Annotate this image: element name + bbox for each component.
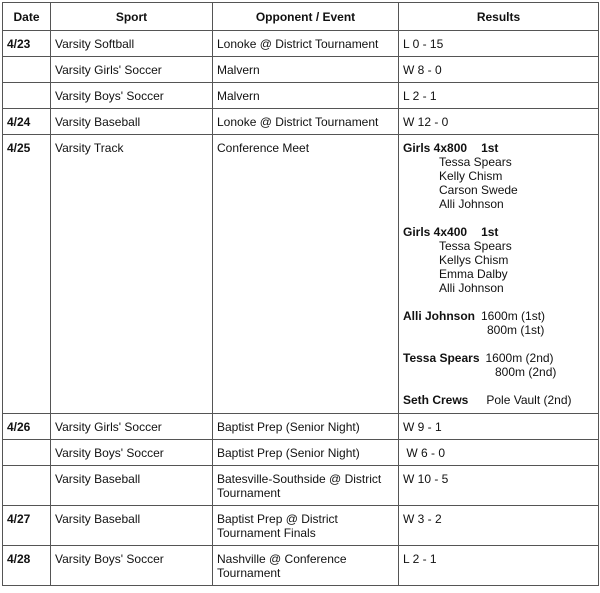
athlete-name: Seth Crews [403,393,469,407]
date-cell: 4/26 [3,414,51,440]
table-row [3,506,599,546]
result-cell: W 12 - 0 [399,109,599,135]
opponent-cell: Lonoke @ District Tournament [213,31,399,57]
table-row [3,83,599,109]
date-cell: 4/23 [3,31,51,57]
runner-name: Kelly Chism [439,169,503,183]
header-results: Results [399,3,599,31]
athlete-name: Tessa Spears [403,351,480,365]
results-table [2,2,599,586]
relay-event: Girls 4x800 [403,141,468,155]
relay-event: Girls 4x400 [403,225,468,239]
athlete-result: Pole Vault (2nd) [486,393,572,407]
sport-cell: Varsity Boys' Soccer [51,83,213,109]
opponent-cell: Baptist Prep @ District Tournament Finals [213,506,399,546]
athlete-name: Alli Johnson [403,309,475,323]
date-cell: 4/24 [3,109,51,135]
date-cell [3,83,51,109]
opponent-cell: Baptist Prep (Senior Night) [213,440,399,466]
relay-place: 1st [481,225,499,239]
table-row [3,109,599,135]
track-results-cell [399,135,599,414]
runner-name: Alli Johnson [439,281,504,295]
result-cell: W 8 - 0 [399,57,599,83]
sport-cell: Varsity Boys' Soccer [51,440,213,466]
table-row [3,440,599,466]
result-cell: L 2 - 1 [399,83,599,109]
table-row [3,135,599,414]
table-row [3,546,599,586]
opponent-cell: Baptist Prep (Senior Night) [213,414,399,440]
date-cell [3,440,51,466]
opponent-cell: Lonoke @ District Tournament [213,109,399,135]
runner-name: Tessa Spears [439,239,512,253]
result-cell: W 6 - 0 [399,440,599,466]
table-row [3,31,599,57]
opponent-cell: Nashville @ Conference Tournament [213,546,399,586]
result-cell: W 9 - 1 [399,414,599,440]
sport-cell: Varsity Track [51,135,213,414]
result-cell: L 2 - 1 [399,546,599,586]
opponent-cell: Batesville-Southside @ District Tournament [213,466,399,506]
runner-name: Carson Swede [439,183,518,197]
header-row [3,3,599,31]
athlete-result: 800m (1st) [487,323,545,337]
table-row [3,57,599,83]
date-cell: 4/27 [3,506,51,546]
opponent-cell: Malvern [213,57,399,83]
opponent-cell: Conference Meet [213,135,399,414]
table-row [3,414,599,440]
header-sport: Sport [51,3,213,31]
opponent-cell: Malvern [213,83,399,109]
result-cell: W 10 - 5 [399,466,599,506]
header-opponent: Opponent / Event [213,3,399,31]
date-cell: 4/28 [3,546,51,586]
athlete-result: 1600m (2nd) [485,351,554,365]
athlete-result: 800m (2nd) [495,365,557,379]
relay-place: 1st [481,141,499,155]
result-cell: W 3 - 2 [399,506,599,546]
sport-cell: Varsity Baseball [51,109,213,135]
sport-cell: Varsity Softball [51,31,213,57]
runner-name: Alli Johnson [439,197,504,211]
date-cell [3,466,51,506]
runner-name: Emma Dalby [439,267,508,281]
runner-name: Kellys Chism [439,253,509,267]
result-cell: L 0 - 15 [399,31,599,57]
sport-cell: Varsity Girls' Soccer [51,414,213,440]
date-cell: 4/25 [3,135,51,414]
sport-cell: Varsity Girls' Soccer [51,57,213,83]
athlete-result: 1600m (1st) [481,309,546,323]
date-cell [3,57,51,83]
table-row [3,466,599,506]
runner-name: Tessa Spears [439,155,512,169]
sport-cell: Varsity Boys' Soccer [51,546,213,586]
sport-cell: Varsity Baseball [51,506,213,546]
header-date: Date [3,3,51,31]
sport-cell: Varsity Baseball [51,466,213,506]
